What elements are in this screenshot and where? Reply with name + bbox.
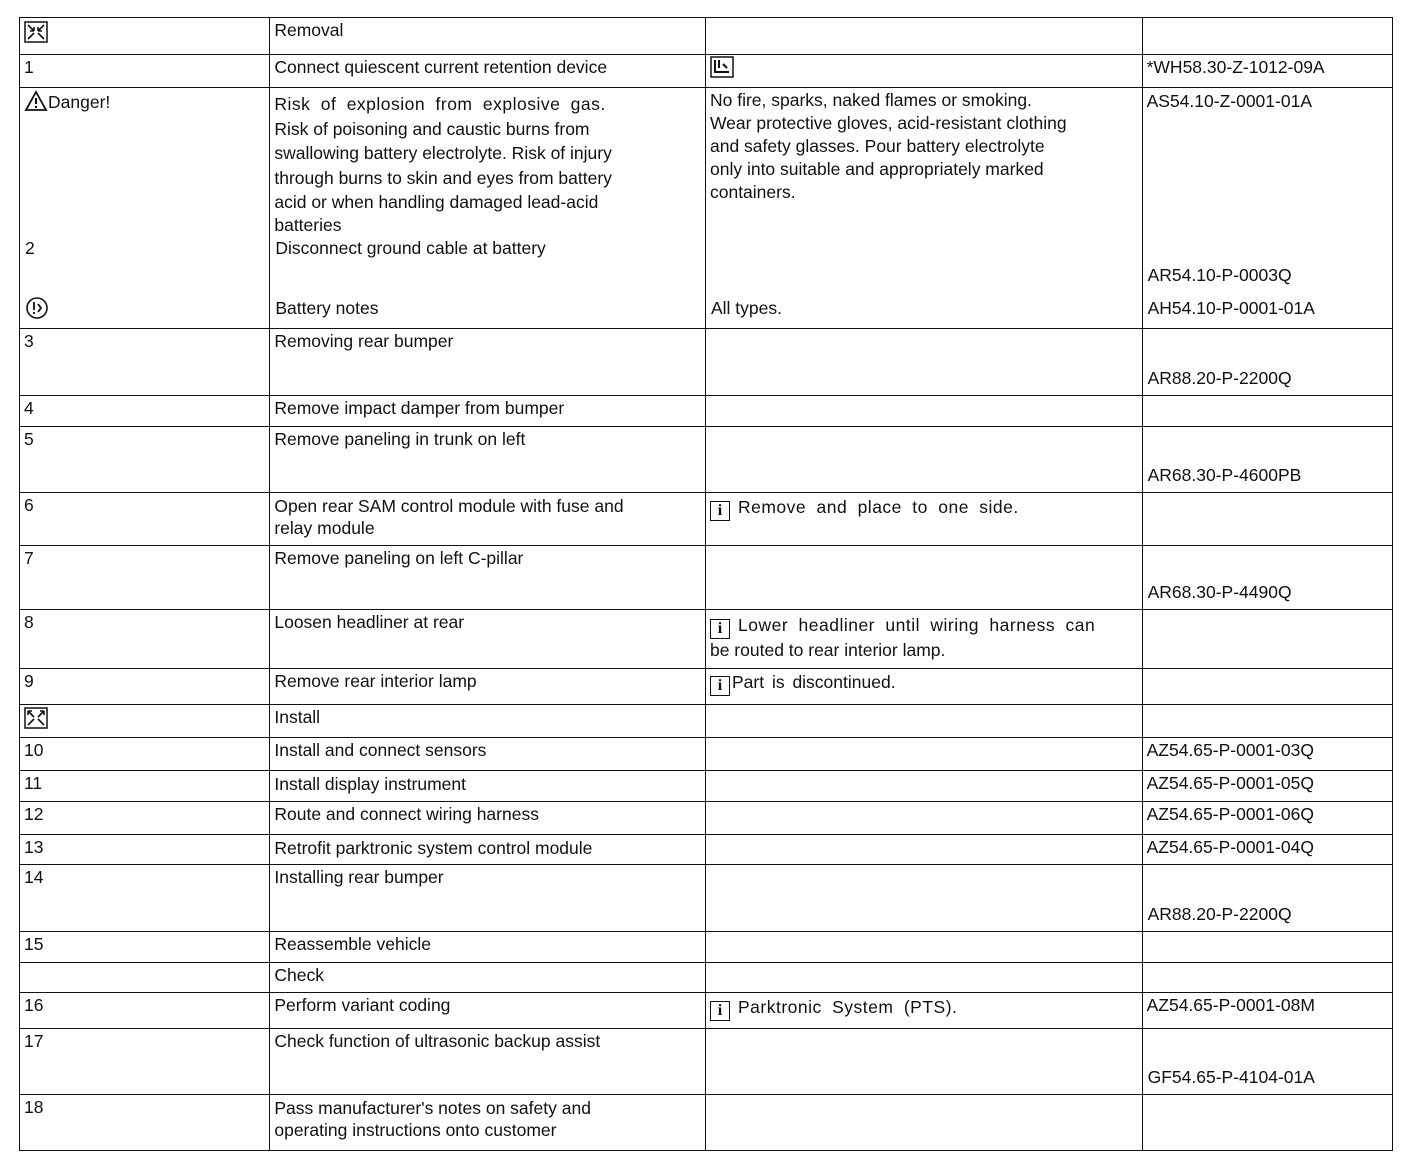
tool-icon <box>710 56 734 83</box>
step-number: 6 <box>24 495 34 515</box>
reference-link[interactable]: AZ54.65-P-0001-08M <box>1146 995 1315 1015</box>
step-note: i Lower headliner until wiring harness can be routed to rear interior lamp. <box>709 615 1096 660</box>
table-row <box>20 705 1393 738</box>
reference-link[interactable]: GF54.65-P-4104-01A <box>1147 1067 1315 1087</box>
install-arrows-icon <box>24 707 48 734</box>
table-row <box>20 396 1393 427</box>
danger-precautions-text: No fire, sparks, naked flames or smoking. Wear protective gloves, acid-resistant clothing and safety glasses. Pour battery electrolyte only into suitable and appropriately marked containers. <box>709 90 1067 202</box>
step-action: Perform variant coding <box>274 995 451 1015</box>
reference-link[interactable]: AZ54.65-P-0001-04Q <box>1146 837 1314 857</box>
step-number: 3 <box>24 331 34 351</box>
table-row <box>20 963 1393 993</box>
reference-link[interactable]: AR54.10-P-0003Q <box>1147 265 1292 285</box>
table-row-danger <box>20 88 1393 329</box>
section-title-install: Install <box>274 707 321 727</box>
step-number: 16 <box>24 995 44 1015</box>
table-row <box>20 55 1393 88</box>
step-number: 18 <box>24 1097 44 1117</box>
step-number: 8 <box>24 612 34 632</box>
table-row <box>20 932 1393 963</box>
step-action: Install and connect sensors <box>274 740 487 760</box>
table-row <box>20 738 1393 771</box>
step-action: Disconnect ground cable at battery <box>275 238 546 258</box>
step-action: Install display instrument <box>274 774 466 794</box>
step-action: Installing rear bumper <box>274 867 444 887</box>
removal-arrows-icon <box>24 21 48 48</box>
step-number: 15 <box>24 934 44 954</box>
reference-link[interactable]: AZ54.65-P-0001-05Q <box>1146 773 1314 793</box>
reference-link[interactable]: AH54.10-P-0001-01A <box>1147 298 1315 318</box>
reference-link[interactable]: AZ54.65-P-0001-06Q <box>1146 804 1314 824</box>
info-icon: i <box>710 1001 730 1021</box>
danger-label: Danger! <box>48 92 111 113</box>
section-title-removal: Removal <box>274 20 344 40</box>
step-number: 13 <box>24 837 44 857</box>
reference-link[interactable]: *WH58.30-Z-1012-09A <box>1146 57 1325 77</box>
reference-link[interactable]: AR68.30-P-4490Q <box>1147 582 1292 602</box>
step-number: 11 <box>24 773 43 793</box>
table-row <box>20 329 1393 396</box>
step-note: Parktronic System (PTS). <box>737 997 958 1017</box>
step-number: 5 <box>24 429 34 449</box>
step-note: Remove and place to one side. <box>737 497 1019 517</box>
reference-link[interactable]: AR68.30-P-4600PB <box>1147 465 1302 485</box>
info-icon: i <box>710 676 730 696</box>
battery-notes-label: Battery notes <box>275 298 379 318</box>
table-row <box>20 610 1393 669</box>
step-action: Remove impact damper from bumper <box>274 398 565 418</box>
battery-notes-scope: All types. <box>710 298 782 318</box>
reference-link[interactable]: AS54.10-Z-0001-01A <box>1146 91 1312 111</box>
step-number: 1 <box>24 57 34 77</box>
section-title-check: Check <box>274 965 324 985</box>
table-row <box>20 427 1393 493</box>
step-action: Retrofit parktronic system control module <box>274 838 593 858</box>
step-number: 14 <box>24 867 44 887</box>
table-row <box>20 865 1393 932</box>
step-action: Reassemble vehicle <box>274 934 431 954</box>
step-note: Part is discontinued. <box>731 672 896 692</box>
danger-risk-text: Risk of explosion from explosive gas. Risk of poisoning and caustic burns from swallowing battery electrolyte. Risk of injury through burns to skin and eyes from battery acid or when handling damaged lead-acid batteries <box>274 94 612 235</box>
table-row <box>20 493 1393 546</box>
step-action: Loosen headliner at rear <box>274 612 465 632</box>
notes-icon <box>25 296 49 325</box>
step-action: Connect quiescent current retention device <box>274 57 608 77</box>
reference-link[interactable]: AR88.20-P-2200Q <box>1147 368 1292 388</box>
table-row <box>20 802 1393 835</box>
step-number: 4 <box>24 398 34 418</box>
warning-triangle-icon <box>24 90 48 117</box>
step-action: Check function of ultrasonic backup assist <box>274 1031 601 1051</box>
step-action: Pass manufacturer's notes on safety and operating instructions onto customer <box>274 1098 591 1140</box>
step-number: 12 <box>24 804 44 824</box>
procedure-table <box>19 17 1393 1151</box>
table-row <box>20 1029 1393 1095</box>
step-action: Remove rear interior lamp <box>274 671 477 691</box>
table-row <box>20 771 1393 802</box>
step-number: 17 <box>24 1031 44 1051</box>
step-action: Removing rear bumper <box>274 331 454 351</box>
info-icon: i <box>710 619 730 639</box>
step-action: Remove paneling on left C-pillar <box>274 548 524 568</box>
table-row <box>20 993 1393 1029</box>
step-action: Route and connect wiring harness <box>274 804 539 824</box>
table-row <box>20 669 1393 705</box>
step-number: 2 <box>25 238 35 258</box>
step-action: Open rear SAM control module with fuse and relay module <box>274 496 624 538</box>
table-row <box>20 546 1393 610</box>
step-number: 7 <box>24 548 34 568</box>
table-row <box>20 835 1393 865</box>
step-number: 9 <box>24 671 34 691</box>
reference-link[interactable]: AR88.20-P-2200Q <box>1147 904 1292 924</box>
table-row <box>20 1095 1393 1151</box>
reference-link[interactable]: AZ54.65-P-0001-03Q <box>1146 740 1314 760</box>
info-icon: i <box>710 501 730 521</box>
step-number: 10 <box>24 740 44 760</box>
step-action: Remove paneling in trunk on left <box>274 429 526 449</box>
table-row <box>20 18 1393 55</box>
